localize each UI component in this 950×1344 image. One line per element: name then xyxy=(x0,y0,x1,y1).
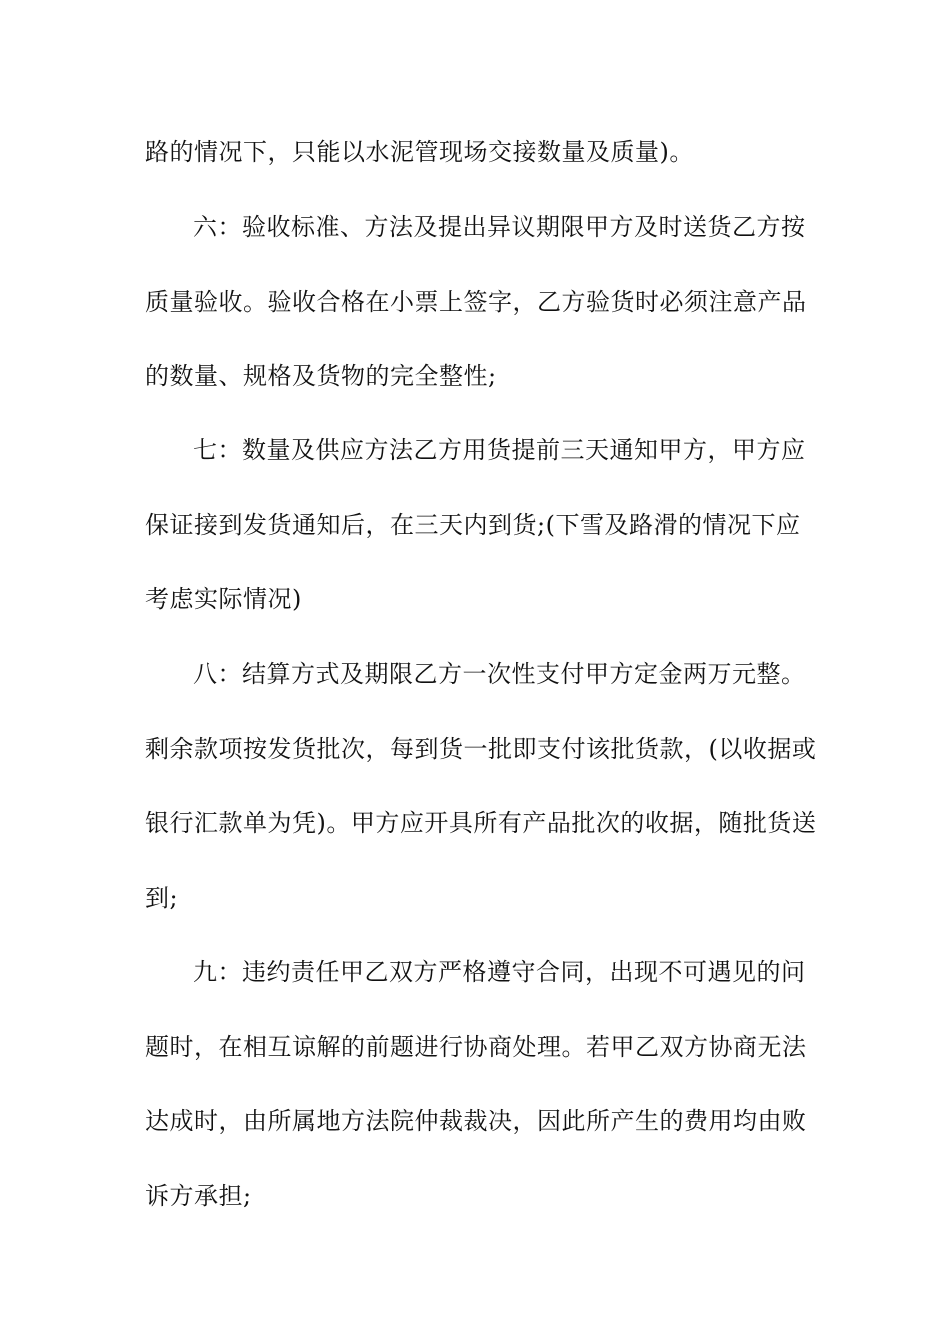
text-line: 题时，在相互谅解的前题进行协商处理。若甲乙双方协商无法 xyxy=(145,1033,807,1061)
text-line: 的数量、规格及货物的完全整性; xyxy=(145,362,497,390)
section-nine-heading-line: 九：违约责任甲乙双方严格遵守合同，出现不可遇见的问 xyxy=(193,958,806,986)
text-line: 质量验收。验收合格在小票上签字，乙方验货时必须注意产品 xyxy=(145,288,807,316)
text-line: 诉方承担; xyxy=(145,1182,252,1210)
section-eight-heading-line: 八：结算方式及期限乙方一次性支付甲方定金两万元整。 xyxy=(193,660,806,688)
section-seven-heading-line: 七：数量及供应方法乙方用货提前三天通知甲方，甲方应 xyxy=(193,436,806,464)
text-line: 银行汇款单为凭)。甲方应开具所有产品批次的收据，随批货送 xyxy=(145,809,817,837)
section-six-heading-line: 六：验收标准、方法及提出异议期限甲方及时送货乙方按 xyxy=(193,213,806,241)
text-line: 剩余款项按发货批次，每到货一批即支付该批货款，(以收据或 xyxy=(145,735,817,763)
text-line: 保证接到发货通知后，在三天内到货;(下雪及路滑的情况下应 xyxy=(145,511,801,539)
text-line: 达成时，由所属地方法院仲裁裁决，因此所产生的费用均由败 xyxy=(145,1107,807,1135)
text-line: 路的情况下，只能以水泥管现场交接数量及质量)。 xyxy=(145,138,694,166)
text-line: 到; xyxy=(145,884,179,912)
text-line: 考虑实际情况) xyxy=(145,585,302,613)
